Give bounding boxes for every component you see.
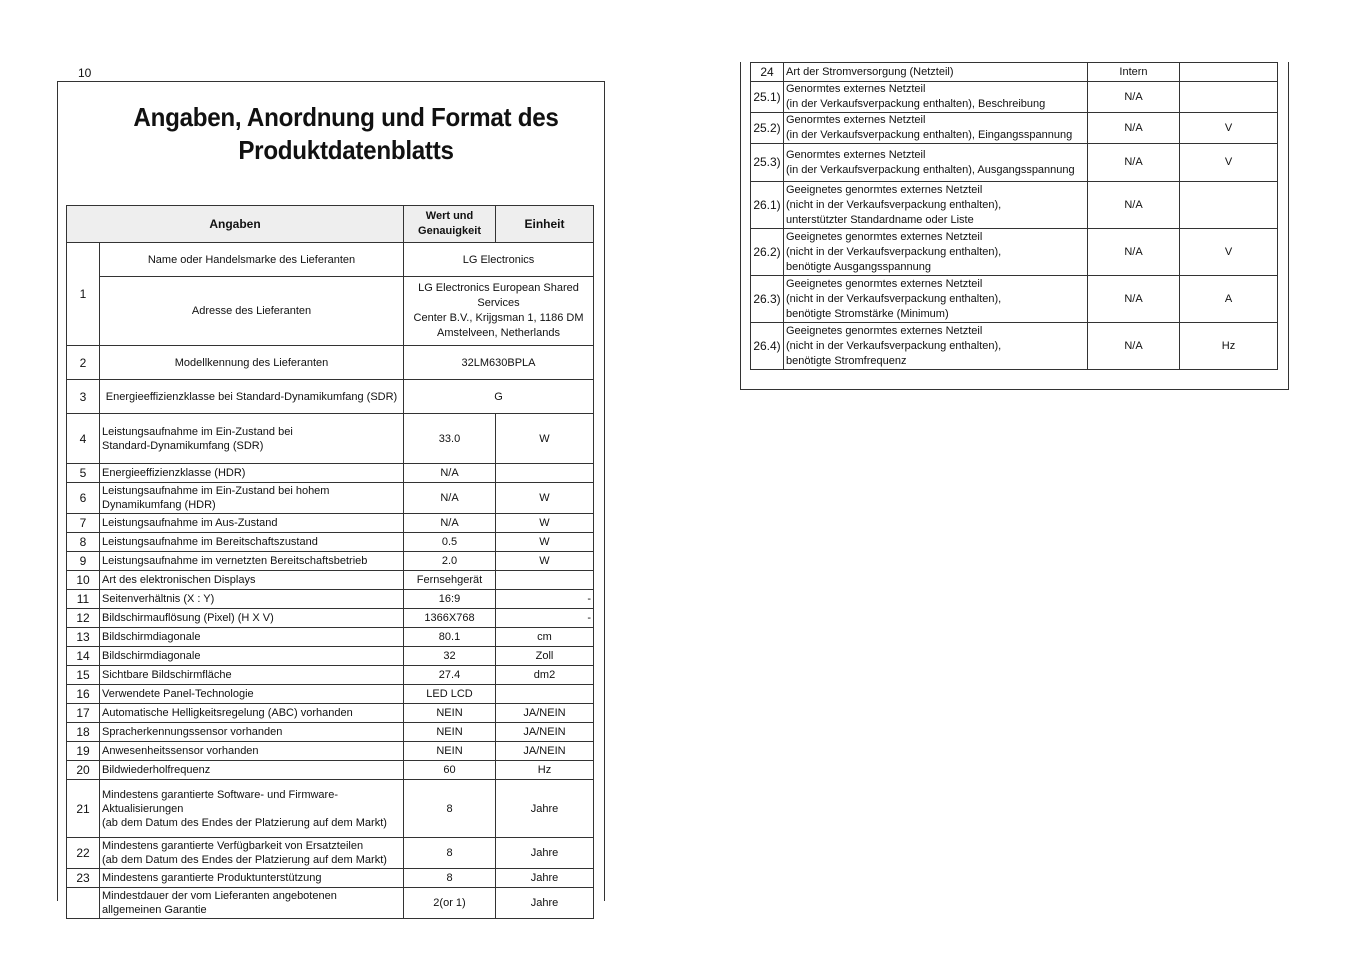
table-row [67, 685, 594, 704]
table-row [67, 414, 594, 464]
row-unit: V [1180, 229, 1278, 276]
row-unit: W [496, 414, 594, 464]
table-row [751, 144, 1278, 182]
row-number: 14 [67, 647, 100, 666]
row-unit: Jahre [496, 869, 594, 888]
row-value: 8 [404, 838, 496, 869]
row-number: 17 [67, 704, 100, 723]
table-row [67, 464, 594, 483]
row-label-line: Genormtes externes Netzteil [786, 83, 926, 95]
header-einheit: Einheit [496, 206, 594, 243]
row-number: 6 [67, 483, 100, 514]
row-label-line: allgemeinen Garantie [102, 904, 207, 916]
row-label [100, 704, 404, 723]
row-label [100, 483, 404, 514]
table-row [67, 780, 594, 838]
title-line-1: Angaben, Anordnung und Format des [133, 102, 559, 132]
row-label [100, 888, 404, 919]
row-label-line: Leistungsaufnahme im Ein-Zustand bei [102, 425, 293, 438]
row-unit: dm2 [496, 666, 594, 685]
header-wert-line-2: Genauigkeit [418, 225, 481, 237]
row-label [784, 276, 1088, 323]
row-label [100, 590, 404, 609]
page-title [77, 101, 615, 167]
table-row [751, 276, 1278, 323]
row-number: 13 [67, 628, 100, 647]
row-unit: JA/NEIN [496, 742, 594, 761]
row-number: 9 [67, 552, 100, 571]
row-unit [496, 571, 594, 590]
row-number: 25.1) [751, 82, 784, 113]
row-unit: Hz [496, 761, 594, 780]
row-unit: cm [496, 628, 594, 647]
address-line: LG Electronics European Shared Services [418, 282, 579, 309]
row-label [100, 685, 404, 704]
row-number: 1 [67, 243, 100, 346]
row-label [784, 82, 1088, 113]
table-row [751, 229, 1278, 276]
row-label [784, 182, 1088, 229]
row-number: 15 [67, 666, 100, 685]
row-unit [1180, 82, 1278, 113]
table-row [67, 483, 594, 514]
table-row [67, 838, 594, 869]
row-label [100, 628, 404, 647]
row-label-line: Mindestens garantierte Produktunterstützung [102, 872, 322, 884]
row-number: 25.3) [751, 144, 784, 182]
row-label-line: (nicht in der Verkaufsverpackung enthalten), [786, 245, 1002, 258]
row-label-line: Standard-Dynamikumfang (SDR) [102, 439, 264, 452]
row-unit [496, 464, 594, 483]
table-row [751, 323, 1278, 370]
row-label-line: Mindestdauer der vom Lieferanten angebotenen [102, 890, 337, 902]
row-unit: Jahre [496, 838, 594, 869]
row-label-line: (in der Verkaufsverpackung enthalten), Ausgangsspannung [786, 163, 1075, 176]
row-unit: JA/NEIN [496, 723, 594, 742]
row-number: 8 [67, 533, 100, 552]
row-value: 2.0 [404, 552, 496, 571]
table-row [67, 761, 594, 780]
row-value: 60 [404, 761, 496, 780]
row-value: Fernsehgerät [404, 571, 496, 590]
row-label-line: Seitenverhältnis (X : Y) [102, 593, 215, 605]
row-unit: W [496, 552, 594, 571]
row-value: LG Electronics [404, 243, 594, 277]
row-unit [1180, 182, 1278, 229]
row-label-line: Automatische Helligkeitsregelung (ABC) vorhanden [102, 707, 353, 719]
row-value: 2(or 1) [404, 888, 496, 919]
row-value: 27.4 [404, 666, 496, 685]
table-row [751, 82, 1278, 113]
row-number: 2 [67, 346, 100, 380]
row-number: 22 [67, 838, 100, 869]
table-row [67, 346, 594, 380]
row-label-line: Sichtbare Bildschirmfläche [102, 669, 232, 681]
row-label-line: Verwendete Panel-Technologie [102, 688, 254, 700]
row-label-line: Dynamikumfang (HDR) [102, 499, 216, 511]
row-value [404, 277, 594, 346]
row-label-line: (nicht in der Verkaufsverpackung enthalten), [786, 339, 1002, 352]
row-label-line: benötigte Stromfrequenz [786, 354, 907, 367]
row-label-line: Spracherkennungssensor vorhanden [102, 726, 283, 738]
table-row [67, 609, 594, 628]
row-number: 10 [67, 571, 100, 590]
row-number: 26.4) [751, 323, 784, 370]
row-number: 23 [67, 869, 100, 888]
address-line: Amstelveen, Netherlands [437, 327, 560, 339]
row-label: Modellkennung des Lieferanten [100, 346, 404, 380]
row-label [100, 666, 404, 685]
row-label-line: benötigte Stromstärke (Minimum) [786, 307, 949, 320]
row-label-line: unterstützter Standardname oder Liste [786, 213, 974, 226]
row-label [100, 464, 404, 483]
table-row [67, 243, 594, 277]
row-value: N/A [1088, 182, 1180, 229]
row-label [100, 571, 404, 590]
row-number: 21 [67, 780, 100, 838]
row-value: 33.0 [404, 414, 496, 464]
row-label [100, 514, 404, 533]
row-label-line: Leistungsaufnahme im Aus-Zustand [102, 517, 278, 529]
product-data-table [66, 205, 594, 919]
row-label-line: Leistungsaufnahme im Ein-Zustand bei hohem [102, 485, 330, 497]
row-label-line: benötigte Ausgangsspannung [786, 260, 931, 273]
row-label [784, 229, 1088, 276]
row-unit: W [496, 483, 594, 514]
row-value: LED LCD [404, 685, 496, 704]
table-row [751, 63, 1278, 82]
row-label [784, 323, 1088, 370]
table-row [67, 869, 594, 888]
row-label-line: (ab dem Datum des Endes der Platzierung auf dem Markt) [102, 816, 387, 829]
row-label [100, 414, 404, 464]
row-value: N/A [404, 464, 496, 483]
row-label-line: Mindestens garantierte Software- und Firmware-Aktualisierungen [102, 788, 338, 815]
table-row [67, 533, 594, 552]
row-label-line: Leistungsaufnahme im vernetzten Bereitschaftsbetrieb [102, 555, 368, 567]
row-label-line: (ab dem Datum des Endes der Platzierung auf dem Markt) [102, 854, 387, 866]
row-label-line: (nicht in der Verkaufsverpackung enthalten), [786, 198, 1002, 211]
row-value: NEIN [404, 723, 496, 742]
row-label-line: (in der Verkaufsverpackung enthalten), Beschreibung [786, 98, 1046, 110]
row-unit [496, 685, 594, 704]
table-row [67, 723, 594, 742]
row-label-line: Bildschirmdiagonale [102, 650, 201, 662]
table-row [67, 742, 594, 761]
row-label-line: Anwesenheitssensor vorhanden [102, 745, 259, 757]
row-label-line: Art des elektronischen Displays [102, 574, 256, 586]
row-label [100, 838, 404, 869]
row-unit: A [1180, 276, 1278, 323]
row-label [100, 609, 404, 628]
row-unit: Jahre [496, 888, 594, 919]
row-label [100, 761, 404, 780]
row-unit: W [496, 514, 594, 533]
row-value: N/A [404, 483, 496, 514]
row-label-line: (in der Verkaufsverpackung enthalten), Eingangsspannung [786, 129, 1073, 141]
row-value: 8 [404, 780, 496, 838]
row-number: 5 [67, 464, 100, 483]
row-value: N/A [1088, 323, 1180, 370]
header-wert-line-1: Wert und [425, 210, 474, 222]
table-row [67, 514, 594, 533]
header-wert [404, 206, 496, 243]
row-label [100, 869, 404, 888]
row-number: 18 [67, 723, 100, 742]
table-row [67, 590, 594, 609]
row-value: N/A [404, 514, 496, 533]
row-label-line: Bildwiederholfrequenz [102, 764, 211, 776]
row-unit: - [496, 590, 594, 609]
row-number [67, 888, 100, 919]
row-value: 0.5 [404, 533, 496, 552]
row-unit: Jahre [496, 780, 594, 838]
table-row [751, 113, 1278, 144]
row-value: 32 [404, 647, 496, 666]
row-label-line: Leistungsaufnahme im Bereitschaftszustand [102, 536, 318, 548]
row-number: 3 [67, 380, 100, 414]
row-number: 26.3) [751, 276, 784, 323]
title-line-2: Produktdatenblatts [238, 135, 454, 165]
row-label-line: Mindestens garantierte Verfügbarkeit von Ersatzteilen [102, 840, 364, 852]
row-value: 16:9 [404, 590, 496, 609]
row-number: 7 [67, 514, 100, 533]
row-label [784, 113, 1088, 144]
row-number: 24 [751, 63, 784, 82]
row-number: 20 [67, 761, 100, 780]
row-value: G [404, 380, 594, 414]
address-line: Center B.V., Krijgsman 1, 1186 DM [413, 312, 584, 324]
row-value: N/A [1088, 229, 1180, 276]
row-value: N/A [1088, 276, 1180, 323]
row-value: N/A [1088, 82, 1180, 113]
row-number: 16 [67, 685, 100, 704]
row-value: N/A [1088, 144, 1180, 182]
row-label: Adresse des Lieferanten [100, 277, 404, 346]
row-label-line: Genormtes externes Netzteil [786, 148, 926, 161]
row-label-line: Bildschirmdiagonale [102, 631, 201, 643]
header-angaben: Angaben [67, 206, 404, 243]
table-row [67, 628, 594, 647]
row-label-line: Energieeffizienzklasse (HDR) [102, 467, 246, 479]
table-row [67, 380, 594, 414]
row-label [100, 742, 404, 761]
row-label-line: Geeignetes genormtes externes Netzteil [786, 183, 983, 196]
row-value: NEIN [404, 704, 496, 723]
row-number: 19 [67, 742, 100, 761]
row-unit: - [496, 609, 594, 628]
row-number: 25.2) [751, 113, 784, 144]
row-unit: Zoll [496, 647, 594, 666]
row-value: 32LM630BPLA [404, 346, 594, 380]
table-row [67, 571, 594, 590]
row-label-line: (nicht in der Verkaufsverpackung enthalten), [786, 292, 1002, 305]
row-label-line: Geeignetes genormtes externes Netzteil [786, 324, 983, 337]
table-row [67, 277, 594, 346]
row-label-line: Genormtes externes Netzteil [786, 114, 926, 126]
row-number: 26.2) [751, 229, 784, 276]
row-unit: V [1180, 113, 1278, 144]
row-unit [1180, 63, 1278, 82]
row-unit: Hz [1180, 323, 1278, 370]
table-row [67, 552, 594, 571]
row-value: NEIN [404, 742, 496, 761]
table-row [67, 647, 594, 666]
row-unit: V [1180, 144, 1278, 182]
row-label: Energieeffizienzklasse bei Standard-Dynamikumfang (SDR) [100, 380, 404, 414]
row-label-line: Bildschirmauflösung (Pixel) (H X V) [102, 612, 274, 624]
table-row [67, 704, 594, 723]
row-label [784, 63, 1088, 82]
row-label-line: Geeignetes genormtes externes Netzteil [786, 277, 983, 290]
page-number: 10 [78, 66, 92, 80]
table-header-row [67, 206, 594, 243]
power-supply-table [750, 62, 1278, 370]
row-value: N/A [1088, 113, 1180, 144]
table-row [67, 888, 594, 919]
row-number: 11 [67, 590, 100, 609]
row-label [100, 780, 404, 838]
table-row [67, 666, 594, 685]
row-number: 12 [67, 609, 100, 628]
table-row [751, 182, 1278, 229]
row-label-line: Art der Stromversorgung (Netzteil) [786, 65, 954, 78]
row-number: 4 [67, 414, 100, 464]
row-label-line: Geeignetes genormtes externes Netzteil [786, 230, 983, 243]
row-label [100, 647, 404, 666]
row-value: Intern [1088, 63, 1180, 82]
row-label [784, 144, 1088, 182]
row-unit: JA/NEIN [496, 704, 594, 723]
row-label [100, 723, 404, 742]
row-number: 26.1) [751, 182, 784, 229]
row-unit: W [496, 533, 594, 552]
row-value: 80.1 [404, 628, 496, 647]
row-value: 1366X768 [404, 609, 496, 628]
row-label [100, 533, 404, 552]
row-value: 8 [404, 869, 496, 888]
row-label [100, 552, 404, 571]
row-label: Name oder Handelsmarke des Lieferanten [100, 243, 404, 277]
